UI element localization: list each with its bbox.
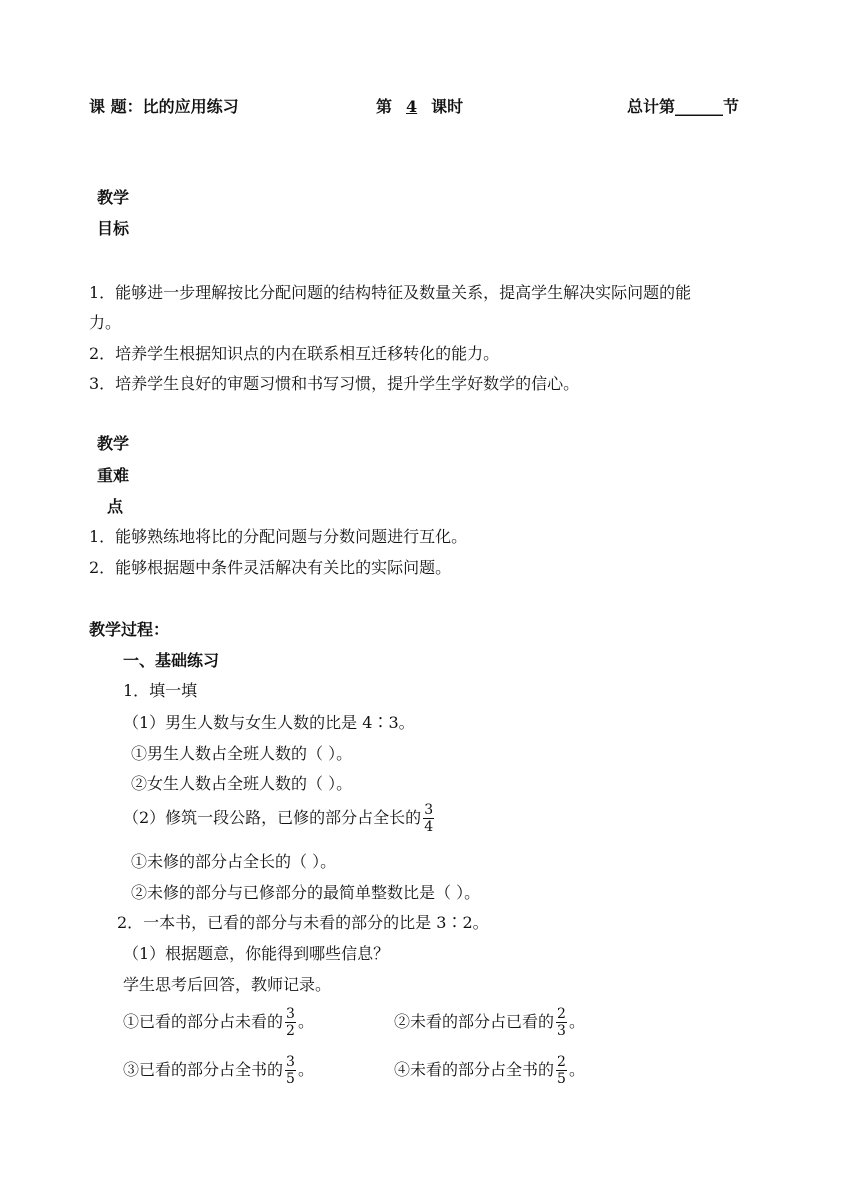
fraction-numerator: 2 xyxy=(557,1006,566,1022)
lesson-number-value: 4 xyxy=(406,97,418,116)
lesson-suffix: 课时 xyxy=(431,97,464,116)
fraction xyxy=(556,1054,567,1087)
answer-end: 。 xyxy=(297,1060,314,1079)
question-2: 2．一本书，已看的部分与未看的部分的比是 3∶2。 xyxy=(117,913,489,932)
fraction-denominator: 4 xyxy=(424,819,434,835)
question-1-2 xyxy=(123,800,436,836)
question-1-1a: ①男生人数占全班人数的（ ）。 xyxy=(131,744,353,763)
answer-item xyxy=(123,1004,314,1040)
fraction-denominator: 5 xyxy=(557,1071,566,1087)
fraction-denominator: 2 xyxy=(286,1023,295,1039)
question-1-1: （1）男生人数与女生人数的比是 4∶3。 xyxy=(123,713,415,732)
question-1-2b: ②未修的部分与已修部分的最简单整数比是（ ）。 xyxy=(131,883,481,902)
question-1-1b: ②女生人数占全班人数的（ ）。 xyxy=(131,774,353,793)
answer-item xyxy=(123,1052,314,1088)
question-2-1: （1）根据题意，你能得到哪些信息？ xyxy=(123,944,390,963)
question-1: 1．填一填 xyxy=(123,681,198,700)
goal-item: 力。 xyxy=(89,313,122,332)
fraction xyxy=(556,1006,567,1039)
keypoints-label-3: 点 xyxy=(107,497,124,516)
fraction-numerator: 2 xyxy=(557,1054,566,1070)
answer-end: 。 xyxy=(568,1060,585,1079)
fraction xyxy=(285,1054,296,1087)
total-prefix: 总计第 xyxy=(627,97,676,116)
question-1-2-text: （2）修筑一段公路，已修的部分占全长的 xyxy=(123,808,422,827)
keypoints-label-2: 重难 xyxy=(97,466,130,485)
fraction-denominator: 3 xyxy=(557,1023,566,1039)
total-blank: ______ xyxy=(675,97,724,116)
lesson-number xyxy=(376,97,463,117)
answer-item xyxy=(394,1004,585,1040)
total-count xyxy=(627,97,739,117)
lesson-prefix: 第 xyxy=(376,97,393,116)
goal-item: 1．能够进一步理解按比分配问题的结构特征及数量关系，提高学生解决实际问题的能 xyxy=(89,283,692,302)
answer-end: 。 xyxy=(568,1012,585,1031)
lesson-topic: 课 题：比的应用练习 xyxy=(89,97,239,116)
answer-text: ③已看的部分占全书的 xyxy=(123,1060,284,1079)
question-2-note: 学生思考后回答，教师记录。 xyxy=(123,975,332,994)
answer-end: 。 xyxy=(297,1012,314,1031)
answer-text: ④未看的部分占全书的 xyxy=(394,1060,555,1079)
keypoint-item: 1．能够熟练地将比的分配问题与分数问题进行互化。 xyxy=(89,527,468,546)
fraction-denominator: 5 xyxy=(286,1071,295,1087)
fraction-numerator: 3 xyxy=(286,1006,295,1022)
goal-item: 3．培养学生良好的审题习惯和书写习惯，提升学生学好数学的信心。 xyxy=(89,374,580,393)
keypoint-item: 2．能够根据题中条件灵活解决有关比的实际问题。 xyxy=(89,558,452,577)
answer-item xyxy=(394,1052,585,1088)
total-suffix: 节 xyxy=(723,97,740,116)
goals-label-2: 目标 xyxy=(97,219,130,238)
section-basic-practice: 一、基础练习 xyxy=(123,651,220,670)
fraction xyxy=(285,1006,296,1039)
answer-text: ①已看的部分占未看的 xyxy=(123,1012,284,1031)
process-title: 教学过程： xyxy=(89,620,170,639)
answer-text: ②未看的部分占已看的 xyxy=(394,1012,555,1031)
goals-label-1: 教学 xyxy=(97,188,130,207)
keypoints-label-1: 教学 xyxy=(97,434,130,453)
question-1-2a: ①未修的部分占全长的（ ）。 xyxy=(131,852,337,871)
fraction-numerator: 3 xyxy=(424,802,434,818)
fraction xyxy=(423,802,434,835)
goal-item: 2．培养学生根据知识点的内在联系相互迁移转化的能力。 xyxy=(89,344,500,363)
fraction-numerator: 3 xyxy=(286,1054,295,1070)
